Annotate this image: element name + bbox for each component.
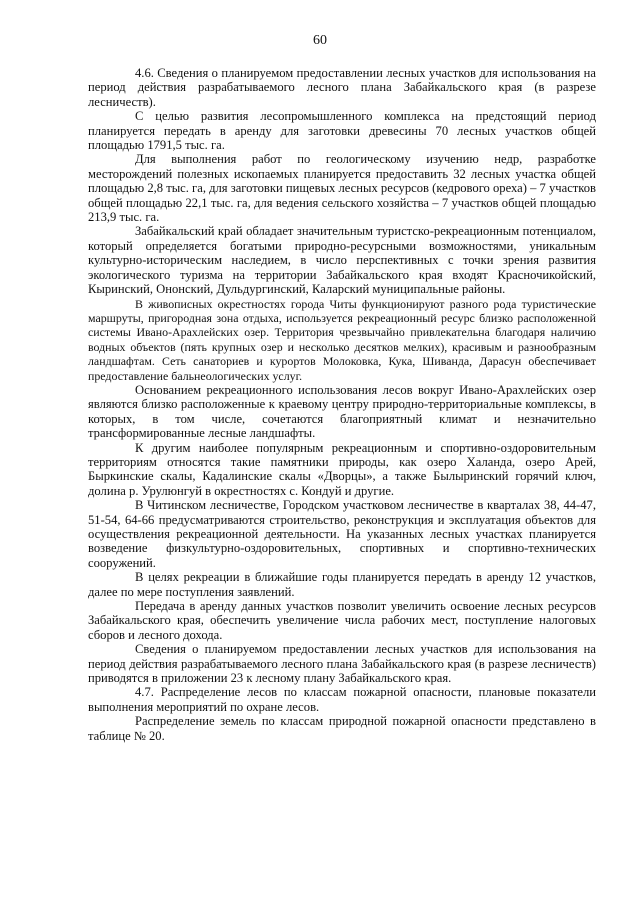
paragraph-fire-classes: Распределение земель по классам природной пожарной опасности представлено в таблице № 20. <box>88 714 596 743</box>
paragraph-appendix-reference: Сведения о планируемом предоставлении лесных участков для использования на период действия разрабатываемого лесного плана Забайкальского края (в разрезе лесничеств) приводятся в приложении 23 к лесному плану Забайкальского края. <box>88 642 596 686</box>
paragraph-timber-lease: С целью развития лесопромышленного комплекса на предстоящий период планируется передать в аренду для заготовки древесины 70 лесных участков общей площадью 1791,5 тыс. га. <box>88 109 596 153</box>
paragraph-lakes-basis: Основанием рекреационного использования лесов вокруг Ивано-Арахлейских озер являются близко расположенные к краевому центру природно-территориальные комплексы, в которых, в том числе, сочетаются благоприятный климат и незначительно трансформированные лесные ландшафты. <box>88 382 596 441</box>
paragraph-chita-forestry: В Читинском лесничестве, Городском участковом лесничестве в кварталах 38, 44-47, 51-54, 64-66 предусматриваются строительство, реконструкция и эксплуатация объектов для осуществления рекреационной деятельности. На указанных лесных участках планируется возведение физкультурно-оздоровительных, спортивных и спортивно-технических сооружений. <box>88 498 596 570</box>
section-4-7-heading: 4.7. Распределение лесов по классам пожарной опасности, плановые показатели выполнения мероприятий по охране лесов. <box>88 685 596 714</box>
page-number: 60 <box>313 33 327 48</box>
paragraph-recreation-lease: В целях рекреации в ближайшие годы планируется передать в аренду 12 участков, далее по мере поступления заявлений. <box>88 570 596 599</box>
document-body <box>88 66 596 743</box>
paragraph-lease-benefits: Передача в аренду данных участков позволит увеличить освоение лесных ресурсов Забайкальского края, обеспечить увеличение числа рабочих мест, поступление налоговых сборов и лесного дохода. <box>88 599 596 642</box>
paragraph-popular-territories: К другим наиболее популярным рекреационным и спортивно-оздоровительным территориям относятся такие памятники природы, как озеро Халанда, озеро Арей, Быркинские скалы, Кадалинские скалы «Дворцы», а также Былыринский горячий ключ, долина р. Урулюнгуй в окрестностях с. Кондуй и другие. <box>88 440 596 498</box>
paragraph-chita-recreation: В живописных окрестностях города Читы функционируют разного рода туристические маршруты, пригородная зона отдыха, используется рекреационный ресурс близко расположенной системы Ивано-Арахлейских озер. Территория чрезвычайно привлекательна благодаря наличию водных объектов (пять крупных озер и несколько десятков мелких), красивым и разнообразным ландшафтам. Сеть санаториев и курортов Молоковка, Кука, Шиванда, Дарасун обеспечивает предоставление бальнеологических услуг. <box>88 296 596 383</box>
section-4-6-heading: 4.6. Сведения о планируемом предоставлении лесных участков для использования на период действия разрабатываемого лесного плана Забайкальского края (в разрезе лесничеств). <box>88 66 596 109</box>
paragraph-geology-lease: Для выполнения работ по геологическому изучению недр, разработке месторождений полезных ископаемых планируется предоставить 32 лесных участка общей площадью 2,8 тыс. га, для заготовки пищевых лесных ресурсов (кедрового ореха) – 7 участков общей площадью 22,1 тыс. га, для ведения сельского хозяйства – 7 участков общей площадью 213,9 тыс. га. <box>88 152 597 225</box>
paragraph-tourism-potential: Забайкальский край обладает значительным туристско-рекреационным потенциалом, который определяется богатыми природно-ресурсными возможностями, уникальным культурно-историческим наследием, в число перспективных с точки зрения развития экологического туризма на территории Забайкальского края входят Красночикойский, Кыринский, Ононский, Дульдургинский, Каларский муниципальные районы. <box>88 224 596 297</box>
